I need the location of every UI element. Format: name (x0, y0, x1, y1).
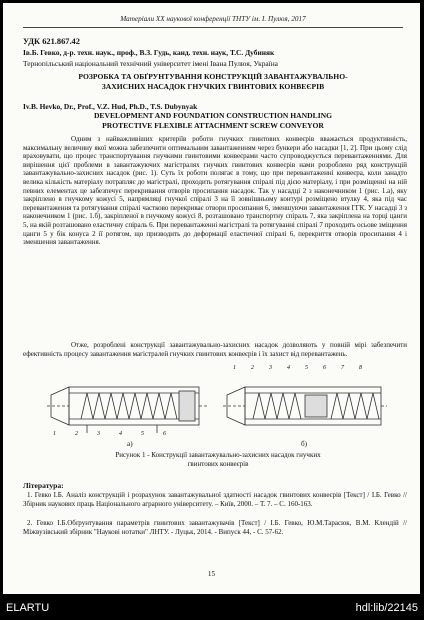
figure-b-callout-7: 7 (341, 365, 344, 371)
body-paragraph-2: Отже, розроблені конструкції завантажувально-захисних насадок дозволяють у повній мірі забезпечити ефективність процесу завантаження магістралей гнучких гвинтових конвеєрів і їх захист від перевантажень. (23, 341, 407, 358)
body-paragraph-1: Одним з найважливіших критеріїв роботи гнучких гвинтових конвеєрів вважається продуктивність, максимальну величину якої можна забезпечити оптимальним завантаженням через бункери або насадки [1, 2]. При цьому слід враховувати, що процес транспортування гнучкими гвинтовими конвеєрами часто супроводжується перевантаженнями. Для вирішення цієї проблеми в завантажуючих магістралях гнучких гвинтових конвеєрів нами розроблено ряд конструкцій завантажувально-захисних насадок (рис. 1). Суть їх роботи полягає в тому, що при перевантаженні конвеєра, коли занадто велика кількість матеріалу потрапляє до магістралі, проходить ротягування спіралі під дією матеріалу, і при розміщенні на ній певних елементах це забезпечує перекривання отворів просипання насадок. Так у насадці 2 з наконечником 1 (рис. 1.а), яку закріплено в гнучкому кожусі 5, напрямляці гнучкої спіралі 3 на її зовнішньому контурі розміщено втулку 4, яка під час перевантаження та ротягування спіралі частково перекриває отвори просипання 6, зменшуючи завантаження ГГК. У насадці 3 з наконечником 1 (рис. 1.б), закріпленої в гнучкому кожусі 8, розташовано транспортну спіраль 7, яка закріплена на торці цанги 5, на якій розташовано еластичну спіраль 6. При перевантаженні магістралі та ротягуванні спіралі 7 проходить осьове зміщення цанги 5 у бік конуса 2 її ротягом, що призводить до деформації еластичної спіралі 6, перекриття отворів просипання 4 і зменшення завантаження. (23, 135, 407, 247)
title-english (23, 111, 403, 131)
drawing-a-spiral (81, 393, 177, 419)
figure-caption-line-1: Рисунок 1 - Конструкції завантажувально-захисних насадок гнучких (115, 451, 321, 459)
footer-repository-name: ELARTU (6, 602, 50, 614)
title-ukrainian-line-1: РОЗРОБКА ТА ОБҐРУНТУВАННЯ КОНСТРУКЦІЙ ЗАВАНТАЖУВАЛЬНО- (78, 72, 348, 81)
figure-b-callout-3: 3 (269, 365, 272, 371)
figure-a-callout-5: 5 (141, 431, 144, 437)
affiliation: Тернопільський національний технічний університет імені Івана Пулюя, Україна (23, 59, 278, 68)
drawing-a (47, 387, 207, 433)
drawing-a-sleeve (179, 391, 195, 421)
reference-item-2: 2. Гевко І.Б.Обґрунтування параметрів гвинтових завантажувачів [Текст] / І.Б. Гевко, Ю.М.Тарасюк, В.М. Клендій // Міжвузівський збірник "Наукові нотатки" ЛНТУ. - Луцьк, 2014. - Випуск 44, - С. 57-62. (23, 519, 407, 536)
title-ukrainian-line-2: ЗАХИСНИХ НАСАДОК ГНУЧКИХ ГВИНТОВИХ КОНВЕЄРІВ (101, 82, 325, 91)
footer-handle: hdl:lib/22145 (355, 602, 418, 614)
title-english-line-1: DEVELOPMENT AND FOUNDATION CONSTRUCTION HANDLING (93, 111, 333, 120)
figure-a-callout-3: 3 (97, 431, 100, 437)
title-english-line-2: PROTECTIVE FLEXIBLE ATTACHMENT SCREW CONVEYOR (102, 121, 324, 130)
references-heading: Література: (23, 481, 64, 490)
figure-label-a: а) (127, 440, 133, 448)
document-page (3, 3, 420, 594)
figure-a-callout-6: 6 (163, 431, 166, 437)
reference-item-1: 1. Гевко І.Б. Аналіз конструкцій і розрахунок завантажувальної здатності насадок гвинтових конвеєрів [Текст] / І.Б. Гевко // Збірник наукових праць Національного аграрного університету. – Київ, 2000. – Т. 7. – С. 160-163. (23, 491, 407, 508)
authors-english: Iv.B. Hevko, Dr., Prof., V.Z. Hud, Ph.D., T.S. Dubynyak (23, 102, 198, 111)
udk-code: УДК 621.867.42 (23, 37, 80, 46)
figure-label-b: б) (301, 440, 308, 448)
figure-caption-line-2: гвинтових конвеєрів (187, 459, 249, 468)
figure-b-callout-2: 2 (251, 365, 254, 371)
figure-b-callout-8: 8 (359, 365, 362, 371)
figure-caption (73, 451, 363, 468)
title-ukrainian (23, 72, 403, 92)
figure-b-callout-6: 6 (323, 365, 326, 371)
figure-a-callout-4: 4 (119, 431, 122, 437)
authors-ukrainian: Ів.Б. Гевко, д-р. техн. наук., проф., В.З. Гудь, канд. техн. наук, Т.С. Дубиняк (23, 48, 275, 57)
drawing-b (223, 387, 387, 425)
running-header: Матеріали XX наукової конференції ТНТУ ім. І. Пулюя, 2017 (120, 15, 306, 23)
figure-b-callout-1: 1 (233, 365, 236, 371)
drawing-b-elastic-spiral (253, 393, 301, 419)
drawing-b-collet (305, 395, 327, 417)
figure-a-callout-1: 1 (53, 431, 56, 437)
figure-b-callout-5: 5 (305, 365, 308, 371)
drawing-b-transport-spiral (331, 393, 379, 419)
header-rule (23, 27, 403, 28)
figure-b-callout-4: 4 (287, 365, 290, 371)
figure-a-callout-2: 2 (75, 431, 78, 437)
page-number: 15 (207, 570, 216, 578)
